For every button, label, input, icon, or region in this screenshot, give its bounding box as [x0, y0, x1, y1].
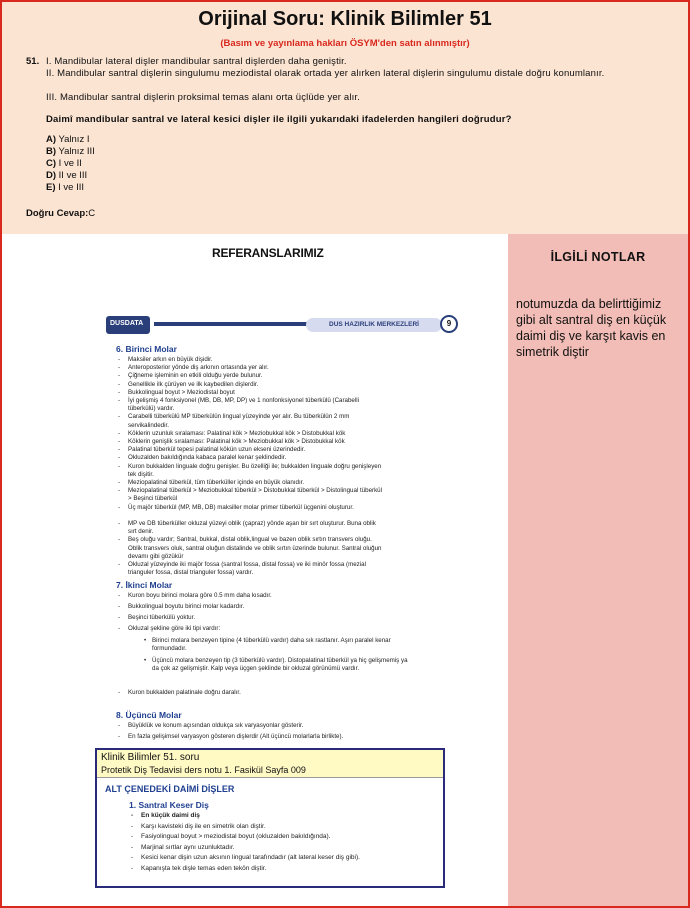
statement-3: III. Mandibular santral dişlerin proksimal temas alanı orta üçlüde yer alır. — [46, 92, 360, 103]
list-item: - En fazla gelişimsel varyasyon gösteren dişlerdir (Alt üçüncü molarlarla birlikte). — [128, 733, 384, 741]
correct-answer: Doğru Cevap:C — [26, 208, 96, 219]
reference-line: - Marjinal sırtlar aynı uzunluktadır. — [141, 844, 431, 851]
question-panel — [2, 2, 688, 234]
list-item: - Okluzalden bakıldığında kabaca paralel kenar şeklindedir. — [128, 454, 384, 462]
list-item: - Okluzal yüzeyinde iki majör fossa (santral fossa, distal fossa) ve iki minör fossa (mezial trianguler fossa, distal trianguler fossa) vardır. — [128, 561, 384, 577]
list-item: - Bukkolingual boyutu birinci molar kadardır. — [128, 603, 384, 611]
reference-title: ALT ÇENEDEKİ DAİMİ DİŞLER — [105, 784, 235, 794]
list-item: - Palatinal tüberkül tepesi palatinal kökün uzun ekseni üzerindedir. — [128, 446, 384, 454]
list-item: - Köklerin uzunluk sıralaması: Palatinal kök > Meziobukkal kök > Distobukkal kök — [128, 430, 384, 438]
list-item: - Köklerin genişlik sıralaması: Palatinal kök > Meziobukkal kök > Distobukkal kök — [128, 438, 384, 446]
reference-question: Klinik Bilimler 51. soru — [101, 752, 200, 763]
notes-title: İLGİLİ NOTLAR — [550, 250, 646, 264]
list-item: - Meziopalatinal tüberkül > Meziobukkal tüberkül > Distobukkal tüberkül > Distolingual tüberkül > Beşinci tüberkül — [128, 487, 384, 503]
option-b[interactable]: B) Yalnız III — [46, 146, 95, 157]
list-item: - Okluzal şekline göre iki tipi vardır: — [128, 625, 384, 633]
option-d[interactable]: D) II ve III — [46, 170, 88, 181]
section-title: 8. Üçüncü Molar — [116, 710, 182, 720]
list-item: - Meziopalatinal tüberkül, tüm tüberküller içinde en büyük olanıdır. — [128, 479, 384, 487]
reference-line: - En küçük daimi diş — [141, 812, 431, 819]
statement-1: I. Mandibular lateral dişler mandibular santral dişlerden daha geniştir. — [46, 56, 347, 67]
list-item: - Anteroposterior yönde diş arkının ortasında yer alır. — [128, 364, 384, 372]
notes-body: notumuzda da belirttiğimiz gibi alt santral diş en küçük daimi diş ve karşıt kavis en simetrik diştir — [516, 297, 667, 359]
list-item: - Beş oluğu vardır; Santral, bukkal, distal oblik,lingual ve bazen oblik sırtın transvers oluğu. Oblik transvers oluk, santral oluğun distalinde ve oblik sırtın üzerinde bulunur. Santral oluğun devamı gibi gözükür — [128, 536, 384, 561]
option-e[interactable]: E) I ve III — [46, 182, 85, 193]
list-item: - Genellikle ilk çürüyen ve ilk kaybedilen dişlerdir. — [128, 381, 384, 389]
list-item: - Büyüklük ve konum açısından oldukça sık varyasyonlar gösterir. — [128, 722, 384, 730]
list-item: - Beşinci tüberkülü yoktur. — [128, 614, 384, 622]
list-item: - İyi gelişmiş 4 fonksiyonel (MB, DB, MP, DP) ve 1 nonfonksiyonel tüberkülü (Carabelli tüberkülü) vardır. — [128, 397, 384, 413]
list-item: • Birinci molara benzeyen tipine (4 tüberkülü vardır) daha sık rastlanır. Aşırı paralel kenar formundadır. — [152, 637, 408, 653]
copyright-note: (Basım ve yayınlama hakları ÖSYM'den satın alınmıştır) — [220, 38, 470, 49]
list-item: - Bukkolingual boyut > Meziodistal boyut — [128, 389, 384, 397]
reference-section: 1. Santral Keser Diş — [129, 800, 209, 810]
list-item: - Çiğneme işleminin en etkili olduğu yerde bulunur. — [128, 372, 384, 380]
list-item: - Kuron bukkalden linguale doğru genişler. Bu özelliği ile; bukkalden linguale doğru genişleyen tek dişitir. — [128, 463, 384, 479]
list-item: - Maksiler arkın en büyük dişidir. — [128, 356, 384, 364]
reference-header — [97, 750, 443, 778]
list-item: - MP ve DB tüberküller okluzal yüzeyi oblik (çapraz) yönde aşan bir sırt oluşturur. Buna oblik sırt denir. — [128, 520, 384, 536]
list-item: - Carabelli tüberkülü MP tüberkülün lingual yüzeyinde yer alır. Bu tüberkülün 2 mm servikalindedir. — [128, 413, 384, 429]
reference-box — [95, 748, 445, 888]
statement-2: II. Mandibular santral dişlerin singulumu meziodistal olarak ortada yer alırken lateral dişlerin singulumu distale doğru konumlanır. — [46, 68, 605, 79]
question-prompt: Daimî mandibular santral ve lateral kesici dişler ile ilgili yukarıdaki ifadelerden hangileri doğrudur? — [46, 114, 512, 125]
publisher-logo: DUSDATA — [106, 316, 150, 334]
reference-source: Protetik Diş Tedavisi ders notu 1. Fasikül Sayfa 009 — [101, 765, 306, 775]
list-item: • Üçüncü molara benzeyen tip (3 tüberkülü vardır). Distopalatinal tüberkül ya hiç gelişmemiş ya da çok az gelişmiştir. Kalp veya üçgen şeklinde bir okluzal görünümü vardır. — [152, 657, 408, 673]
section-title: 6. Birinci Molar — [116, 344, 177, 354]
notes-panel — [508, 234, 688, 908]
reference-line: - Kapanışta tek dişle temas eden tekön diştir. — [141, 865, 431, 872]
book-page-number: 9 — [440, 315, 458, 333]
option-a[interactable]: A) Yalnız I — [46, 134, 90, 145]
reference-line: - Kesici kenar dişin uzun aksının lingual tarafındadır (alt lateral keser diş gibi). — [141, 854, 431, 861]
list-item: - Üç majör tüberkül (MP, MB, DB) maksiller molar primer tüberkül üçgenini oluşturur. — [128, 504, 384, 512]
list-item: - Kuron bukkalden palatinale doğru daralır. — [128, 689, 384, 697]
book-header-label: DUS HAZIRLIK MERKEZLERİ — [306, 318, 442, 332]
references-title: REFERANSLARIMIZ — [212, 246, 324, 260]
question-number: 51. — [26, 56, 40, 67]
book-page-excerpt — [98, 308, 468, 756]
reference-line: - Karşı kavisteki diş ile en simetrik olan diştir. — [141, 823, 431, 830]
reference-line: - Fasiyolingual boyut > meziodistal boyut (okluzalden bakıldığında). — [141, 833, 431, 840]
section-title: 7. İkinci Molar — [116, 580, 173, 590]
page-title: Orijinal Soru: Klinik Bilimler 51 — [198, 8, 492, 30]
option-c[interactable]: C) I ve II — [46, 158, 82, 169]
list-item: - Kuron boyu birinci molara göre 0.5 mm daha kısadır. — [128, 592, 384, 600]
